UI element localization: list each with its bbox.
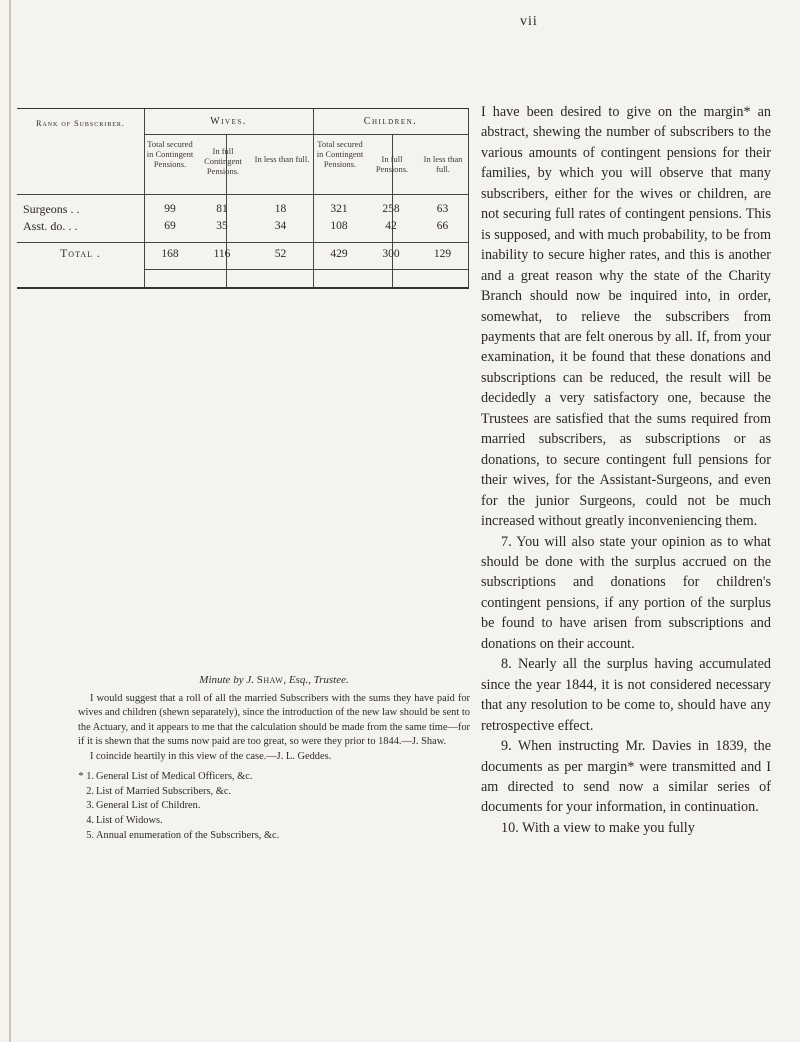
table-cell: 34 [274,220,287,232]
minute-concurrence: I coincide heartily in this view of the case.—J. L. Geddes. [90,751,332,763]
margin-document-list [78,770,470,843]
row-label-total: Total . [60,248,101,260]
table-divider [468,109,469,287]
table-cell: 99 [164,203,176,215]
table-cell: 258 [382,203,400,215]
table-divider [144,269,469,270]
minute-paragraph: I would suggest that a roll of all the married Subscribers with the sums they have paid for wives and children (shewn separately), since the introduction of the new law should be sent to the Actuary, and it appears to me that the calculation should be made from the same time—for if it is shewn that the sums now paid are too great, so were they prior to 1844.—J. Shaw. [78,693,470,747]
list-text: General List of Children. [96,800,201,812]
list-item [78,799,470,814]
paragraph: 7. You will also state your opinion as to what should be done with the surplus accrued on the subscriptions and donations for children's contingent pensions, if any portion of the surplus be found to have arisen from subscriptions and donations on their account. [481,533,771,652]
sub-header-in-less-children: In less than full. [423,154,463,174]
table-cell: 129 [433,248,452,260]
list-text: Annual enumeration of the Subscribers, &c. [96,829,280,841]
children-header: Children. [363,116,418,127]
table-cell: 63 [436,203,449,215]
table-divider [144,134,469,135]
paragraph: 8. Nearly all the surplus having accumulated since the year 1844, it is not considered necessary that any resolution to be come to, should have any retrospective effect. [481,656,771,734]
minute-title [78,673,470,687]
paragraph: 10. With a view to make you fully [501,819,695,836]
table-divider [17,242,469,243]
minute-title-suffix: , Esq., Trustee. [283,674,349,686]
minute-title-name: Shaw [256,674,284,686]
list-text: General List of Medical Officers, &c. [96,771,253,783]
list-marker: 5. [86,829,94,841]
table-cell: 108 [330,220,348,232]
row-label-assistant: Asst. do. . . [23,219,78,233]
table-cell: 35 [216,220,228,232]
list-item [78,770,470,785]
table-cell: 69 [164,220,176,232]
row-label-surgeons: Surgeons . . [23,202,80,216]
sub-header-in-full: In full Contingent Pensions. [204,146,242,176]
table-cell: 81 [216,203,228,215]
list-marker: * 1. [78,771,94,783]
list-item [78,785,470,800]
list-item [78,829,470,844]
table-divider [17,194,469,195]
table-cell: 66 [436,220,449,232]
sub-header-in-full-children: In full Pensions. [375,154,409,174]
list-marker: 4. [86,815,94,826]
list-item [78,814,470,829]
page-edge-rule [9,0,11,1042]
page-number: vii [520,14,538,29]
main-text-column [481,102,771,838]
table-cell: 321 [330,203,348,215]
list-text: List of Married Subscribers, &c. [96,785,232,797]
table-cell: 429 [330,248,348,260]
table-cell: 300 [382,248,400,260]
table-cell: 42 [385,220,397,232]
list-text: List of Widows. [96,815,163,826]
list-marker: 2. [86,785,94,797]
sub-header-total-secured: Total secured in Contingent Pensions. [146,139,194,169]
trustee-minute [78,673,470,843]
paragraph: 9. When instructing Mr. Davies in 1839, the documents as per margin* were transmitted and I am directed to send now a similar series of documents for your information, in continuation. [481,738,771,816]
table-cell: 18 [274,203,287,215]
paragraph: I have been desired to give on the margin* an abstract, shewing the number of subscribers to the various amounts of contingent pensions for their families, by which you will observe that many subscribers, either for the wives or children, are not securing full rates of contingent pensions. This is supposed, and with much probability, to be from inability to secure higher rates, and this is another and a great reason why the state of the Charity Branch should now be inquired into, in order, somewhat, to relieve the subscribers from payments that are felt onerous by all. If, from your examination, it be found that these donations and subscriptions can be reduced, the result will be decidedly a very satisfactory one, because the Trustees are satisfied that the sums required from married subscribers, as subscriptions or as donations, to secure contingent full pensions for their wives, for the Assistant-Surgeons, and even for the junior Surgeons, could not be much increased without greatly inconveniencing them. [481,104,771,530]
table-cell: 168 [161,248,179,260]
minute-title-prefix: Minute by J. [199,674,257,686]
table-cell: 52 [274,248,287,260]
sub-header-total-secured-children: Total secured in Contingent Pensions. [316,139,364,169]
wives-header: Wives. [210,116,247,127]
rank-header: Rank of Subscriber. [36,119,125,128]
sub-header-in-less: In less than full. [254,154,310,164]
list-marker: 3. [86,800,94,812]
table-cell: 116 [213,248,231,260]
subscriber-abstract-table [17,108,469,289]
